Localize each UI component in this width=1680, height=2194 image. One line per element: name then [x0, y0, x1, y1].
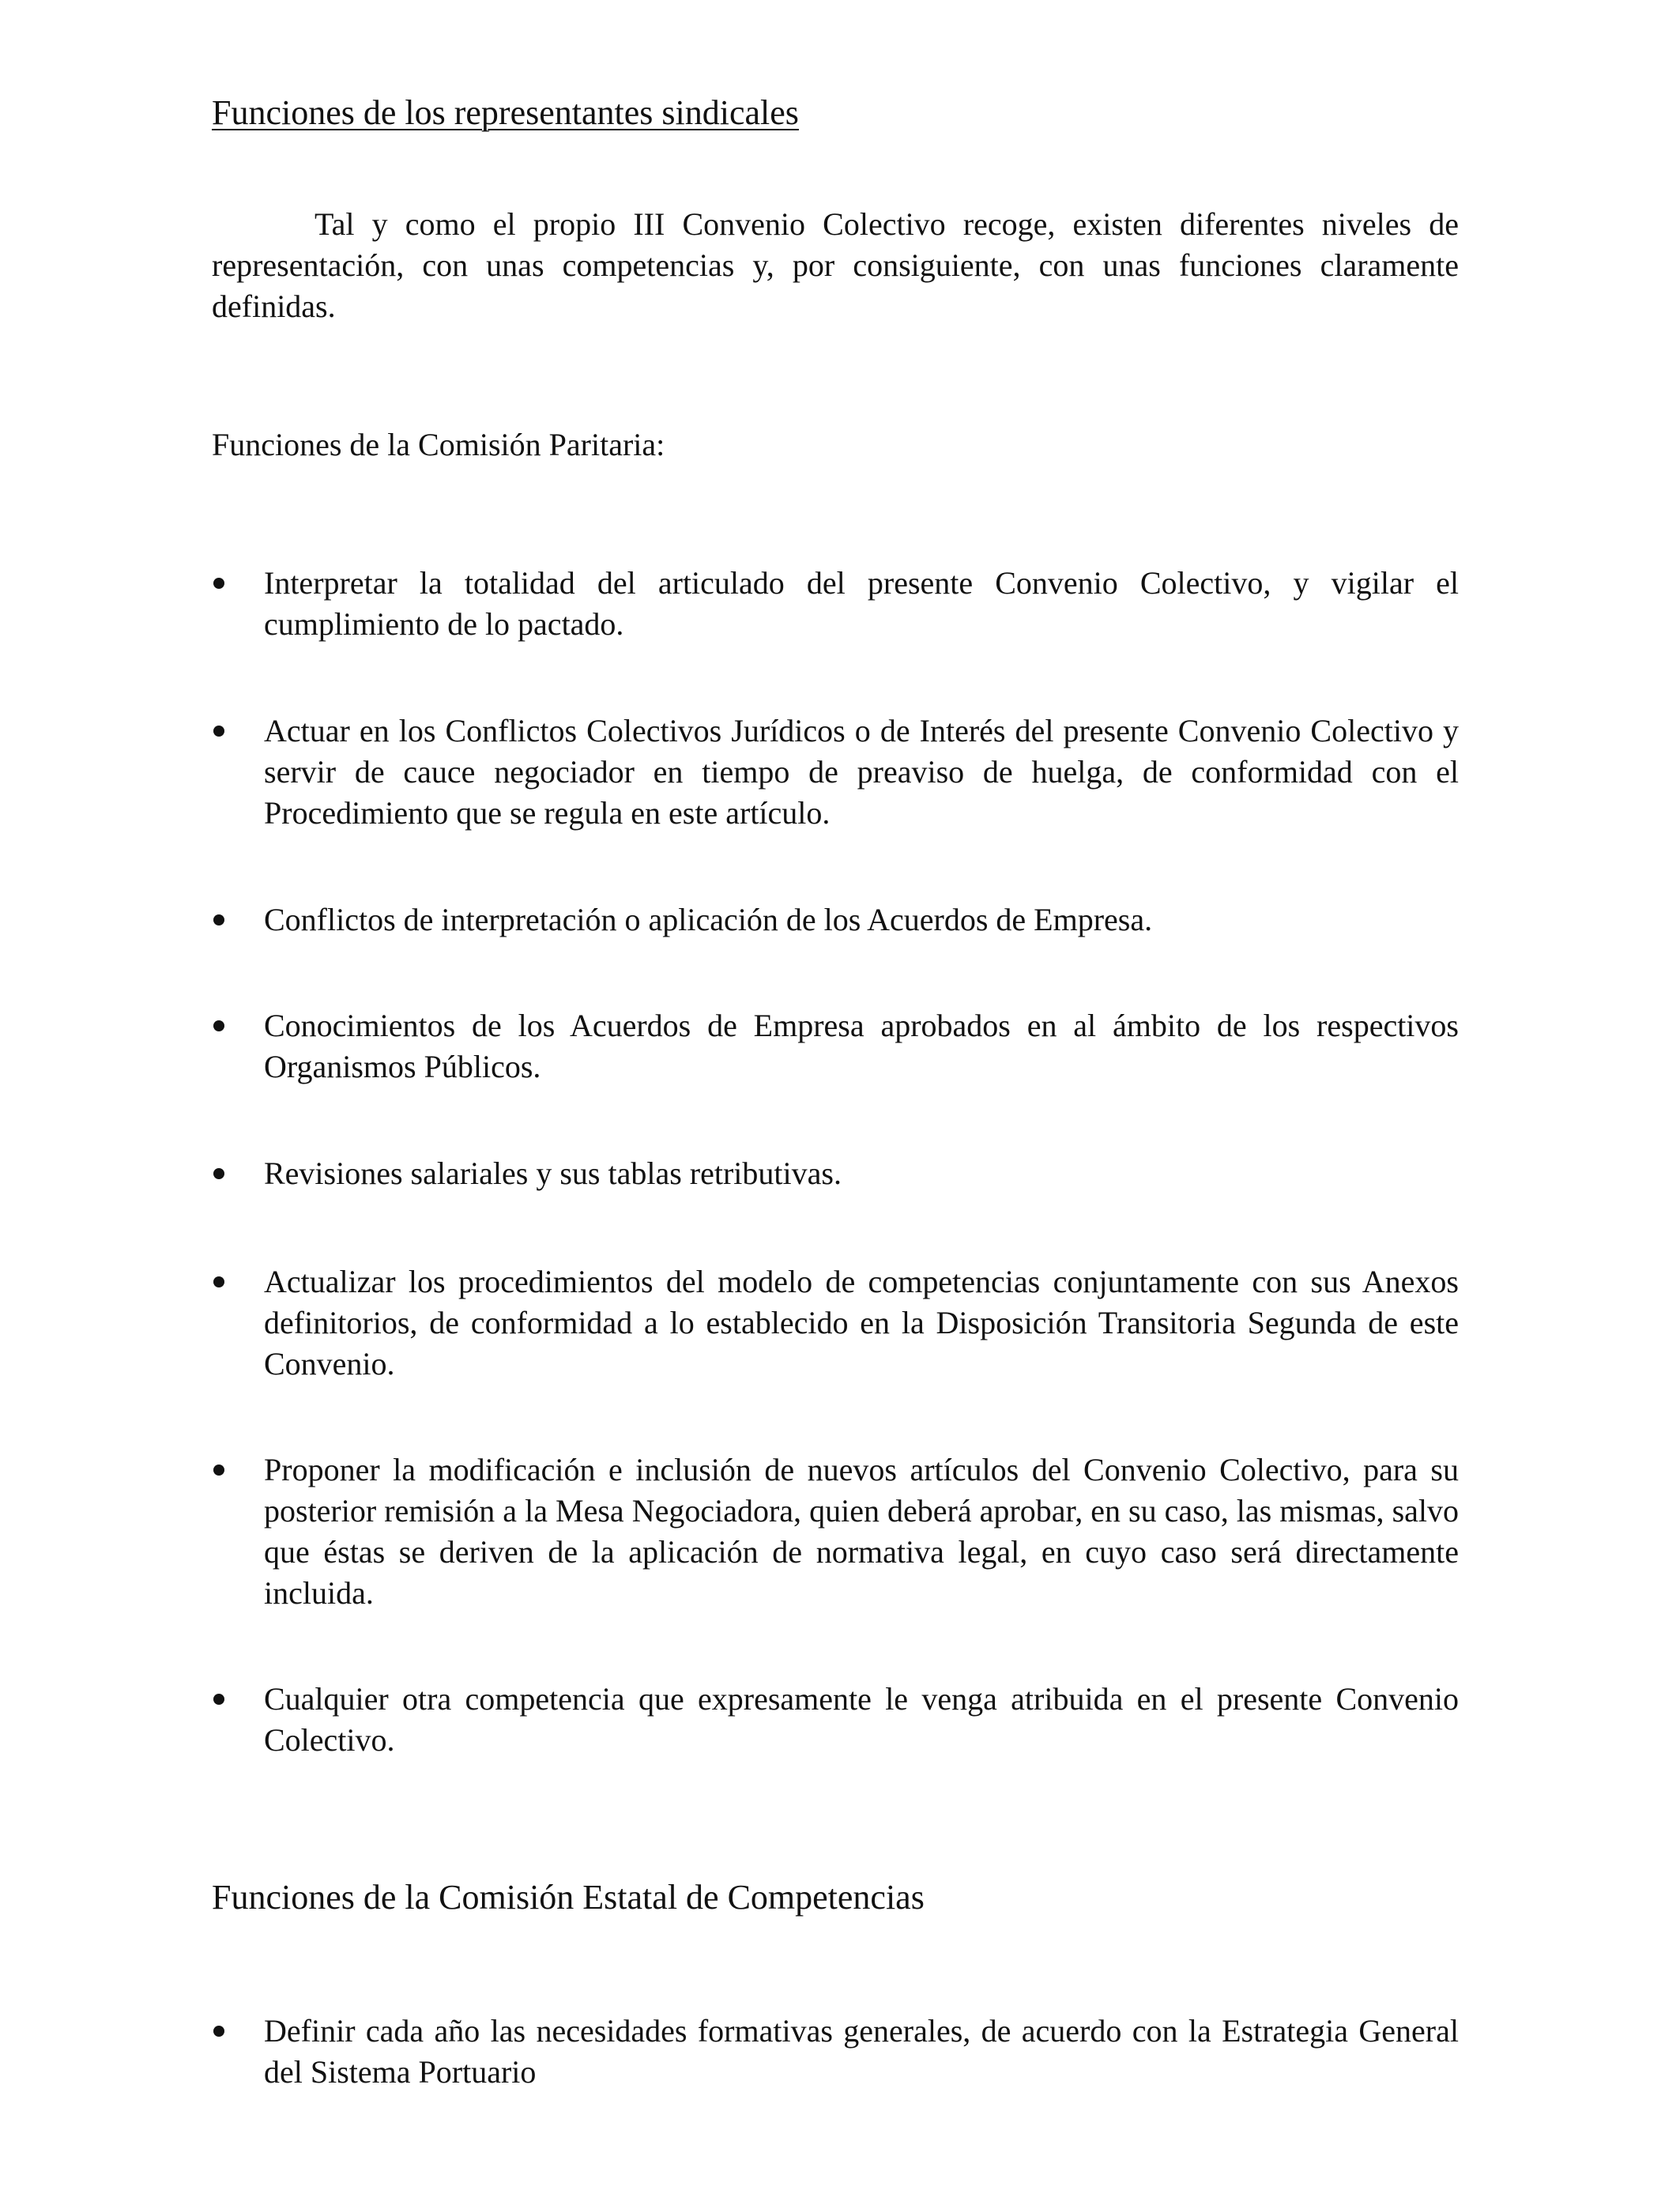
list-item-text: Revisiones salariales y sus tablas retributivas.	[264, 1155, 842, 1191]
list-item	[212, 1005, 1459, 1088]
list-item	[212, 1679, 1459, 1761]
list-item	[212, 1449, 1459, 1614]
list-item-text: Conocimientos de los Acuerdos de Empresa aprobados en al ámbito de los respectivos Organismos Públicos.	[264, 1008, 1459, 1084]
list-item	[212, 2011, 1459, 2093]
list-item-text: Conflictos de interpretación o aplicación de los Acuerdos de Empresa.	[264, 902, 1153, 937]
list-item-text: Interpretar la totalidad del articulado del presente Convenio Colectivo, y vigilar el cumplimiento de lo pactado.	[264, 565, 1459, 642]
section-heading-comision-paritaria: Funciones de la Comisión Paritaria:	[212, 427, 665, 462]
list-item-text: Proponer la modificación e inclusión de nuevos artículos del Convenio Colectivo, para su posterior remisión a la Mesa Negociadora, quien deberá aprobar, en su caso, las mismas, salvo que éstas se deriven de la aplicación de normativa legal, en cuyo caso será directamente incluida.	[264, 1452, 1459, 1611]
list-item	[212, 1153, 1459, 1194]
list-item	[212, 899, 1459, 941]
list-item-text: Actuar en los Conflictos Colectivos Jurídicos o de Interés del presente Convenio Colectivo y servir de cauce negociador en tiempo de preaviso de huelga, de conformidad con el Procedimiento que se regula en este artículo.	[264, 713, 1459, 831]
document-title: Funciones de los representantes sindicales	[212, 93, 799, 132]
list-item-text: Cualquier otra competencia que expresamente le venga atribuida en el presente Convenio Colectivo.	[264, 1681, 1459, 1758]
list-item	[212, 563, 1459, 645]
list-item-text: Actualizar los procedimientos del modelo de competencias conjuntamente con sus Anexos definitorios, de conformidad a lo establecido en la Disposición Transitoria Segunda de este Convenio.	[264, 1264, 1459, 1382]
section-heading-comision-estatal: Funciones de la Comisión Estatal de Competencias	[212, 1878, 925, 1917]
intro-paragraph: Tal y como el propio III Convenio Colectivo recoge, existen diferentes niveles de representación, con unas competencias y, por consiguiente, con unas funciones claramente definidas.	[212, 206, 1459, 324]
list-item-text: Definir cada año las necesidades formativas generales, de acuerdo con la Estrategia General del Sistema Portuario	[264, 2013, 1459, 2090]
list-item	[212, 711, 1459, 834]
list-item	[212, 1261, 1459, 1385]
